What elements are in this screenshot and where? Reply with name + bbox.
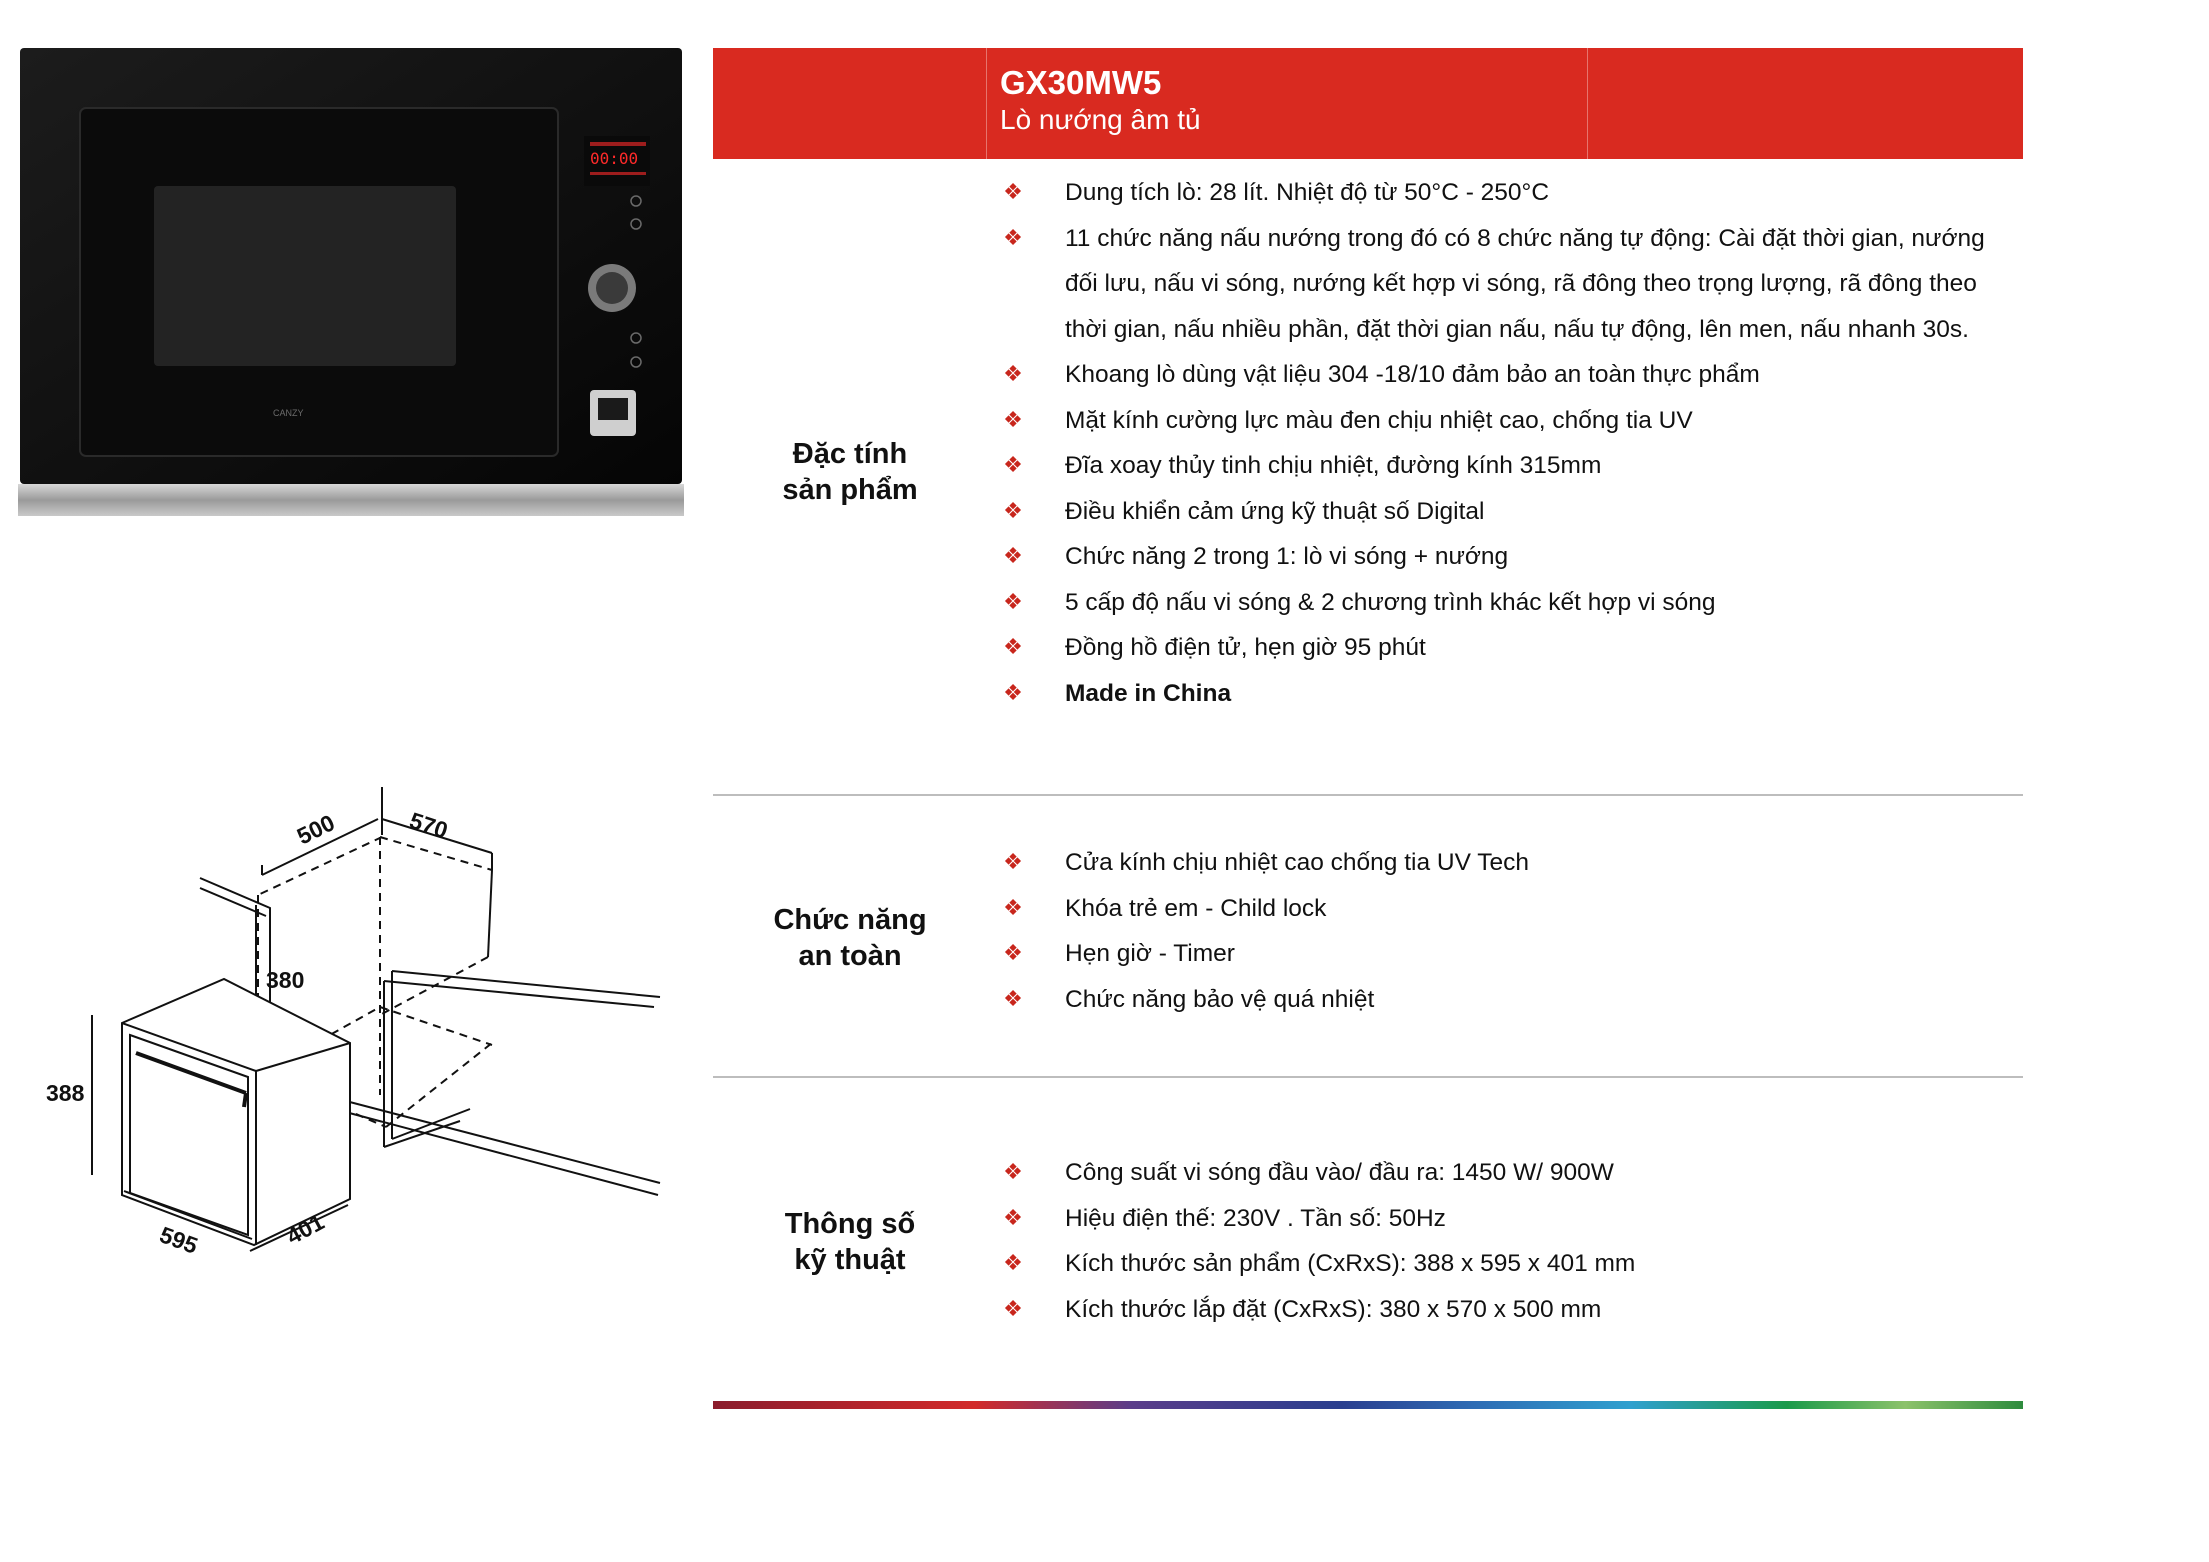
header-divider — [986, 48, 987, 159]
list-item-text: Chức năng 2 trong 1: lò vi sóng + nướng — [1065, 543, 1509, 570]
section-label — [713, 436, 987, 508]
specs-list — [983, 1150, 2003, 1332]
diamond-bullet-icon: ❖ — [1003, 680, 1023, 706]
diamond-bullet-icon: ❖ — [1003, 635, 1023, 660]
section-label-line: Thông số — [784, 1208, 916, 1240]
oven-outline — [122, 979, 350, 1245]
diamond-bullet-icon: ❖ — [1003, 225, 1023, 251]
list-item-text: Kích thước lắp đặt (CxRxS): 380 x 570 x 500 mm — [1065, 1295, 1602, 1323]
display-readout: 00:00 — [590, 149, 639, 168]
section-label — [713, 902, 987, 974]
dim-oven-width: 595 — [156, 1221, 202, 1259]
list-item-text: Cửa kính chịu nhiệt cao chống tia UV Tech — [1065, 849, 1530, 876]
list-item-text: Made in China — [1065, 679, 1232, 707]
diamond-bullet-icon: ❖ — [1003, 941, 1023, 966]
spec-header — [713, 48, 2023, 159]
product-type: Lò nướng âm tủ — [1000, 104, 1201, 135]
dim-niche-height: 380 — [266, 967, 305, 993]
diamond-bullet-icon: ❖ — [1003, 407, 1023, 433]
list-item — [983, 1150, 2003, 1196]
diamond-bullet-icon: ❖ — [1003, 589, 1023, 615]
diamond-bullet-icon: ❖ — [1003, 1205, 1023, 1231]
product-photo — [18, 46, 684, 516]
list-item — [983, 886, 2003, 932]
list-item — [983, 840, 2003, 886]
diamond-bullet-icon: ❖ — [1003, 895, 1023, 921]
list-item-text: Hiệu điện thế: 230V . Tần số: 50Hz — [1065, 1204, 1446, 1232]
list-item — [983, 489, 2003, 535]
list-item-text: 5 cấp độ nấu vi sóng & 2 chương trình khác kết hợp vi sóng — [1065, 588, 1716, 616]
section-label-line: Đặc tính — [792, 438, 908, 470]
list-item-text: Điều khiển cảm ứng kỹ thuật số Digital — [1065, 497, 1485, 525]
diamond-bullet-icon: ❖ — [1003, 986, 1023, 1012]
list-item-text: Công suất vi sóng đầu vào/ đầu ra: 1450 W/ 900W — [1065, 1159, 1614, 1186]
section-label — [713, 1206, 987, 1278]
list-item — [983, 1196, 2003, 1242]
section-label-line: an toàn — [798, 940, 902, 972]
diamond-bullet-icon: ❖ — [1003, 544, 1023, 569]
dimension-drawing — [40, 775, 670, 1265]
list-item-text: 11 chức năng nấu nướng trong đó có 8 chức năng tự động: Cài đặt thời gian, nướng đối lưu, nấu vi sóng, nướng kết hợp vi sóng, rã đông theo trọng lượng, rã đông theo thời gian, nấu nhiều phần, đặt thời gian nấu, nấu tự động, lên men, nấu nhanh 30s. — [1065, 224, 1985, 343]
list-item — [983, 170, 2003, 216]
section-divider — [713, 794, 2023, 796]
section-label-line: kỹ thuật — [794, 1244, 906, 1276]
dim-oven-depth: 401 — [282, 1208, 329, 1250]
list-item — [983, 625, 2003, 671]
section-divider — [713, 1076, 2023, 1078]
list-item — [983, 1241, 2003, 1287]
list-item-text: Chức năng bảo vệ quá nhiệt — [1065, 985, 1375, 1013]
list-item-text: Khoang lò dùng vật liệu 304 -18/10 đảm bảo an toàn thực phẩm — [1065, 361, 1760, 388]
safety-list — [983, 840, 2003, 1022]
list-item-text: Khóa trẻ em - Child lock — [1065, 894, 1327, 922]
list-item — [983, 580, 2003, 626]
list-item-text: Hẹn giờ - Timer — [1065, 940, 1235, 967]
list-item — [983, 534, 2003, 580]
list-item-text: Mặt kính cường lực màu đen chịu nhiệt cao, chống tia UV — [1065, 406, 1693, 434]
list-item — [983, 931, 2003, 977]
diamond-bullet-icon: ❖ — [1003, 453, 1023, 478]
diamond-bullet-icon: ❖ — [1003, 1251, 1023, 1276]
feature-list — [983, 170, 2003, 716]
diamond-bullet-icon: ❖ — [1003, 850, 1023, 875]
brand-mark: CANZY — [273, 408, 304, 418]
diamond-bullet-icon: ❖ — [1003, 1160, 1023, 1185]
header-divider — [1587, 48, 1588, 159]
list-item — [983, 977, 2003, 1023]
list-item — [983, 1287, 2003, 1333]
list-item-text: Kích thước sản phẩm (CxRxS): 388 x 595 x 401 mm — [1065, 1250, 1636, 1277]
section-label-line: Chức năng — [773, 904, 927, 936]
diamond-bullet-icon: ❖ — [1003, 1296, 1023, 1322]
list-item-text: Đĩa xoay thủy tinh chịu nhiệt, đường kính 315mm — [1065, 452, 1602, 479]
section-label-line: sản phẩm — [782, 474, 918, 506]
list-item-text: Dung tích lò: 28 lít. Nhiệt độ từ 50°C - 250°C — [1065, 179, 1550, 206]
diamond-bullet-icon: ❖ — [1003, 498, 1023, 524]
dim-oven-height: 388 — [46, 1080, 85, 1106]
list-item-text: Đồng hồ điện tử, hẹn giờ 95 phút — [1065, 634, 1426, 661]
diamond-bullet-icon: ❖ — [1003, 180, 1023, 205]
footer-color-bar — [713, 1401, 2023, 1409]
list-item — [983, 352, 2003, 398]
list-item — [983, 216, 2003, 353]
list-item — [983, 398, 2003, 444]
diamond-bullet-icon: ❖ — [1003, 362, 1023, 387]
list-item — [983, 443, 2003, 489]
dim-niche-depth: 500 — [292, 809, 339, 850]
model-name: GX30MW5 — [1000, 64, 1162, 101]
list-item — [983, 671, 2003, 717]
dim-niche-width: 570 — [406, 807, 451, 844]
